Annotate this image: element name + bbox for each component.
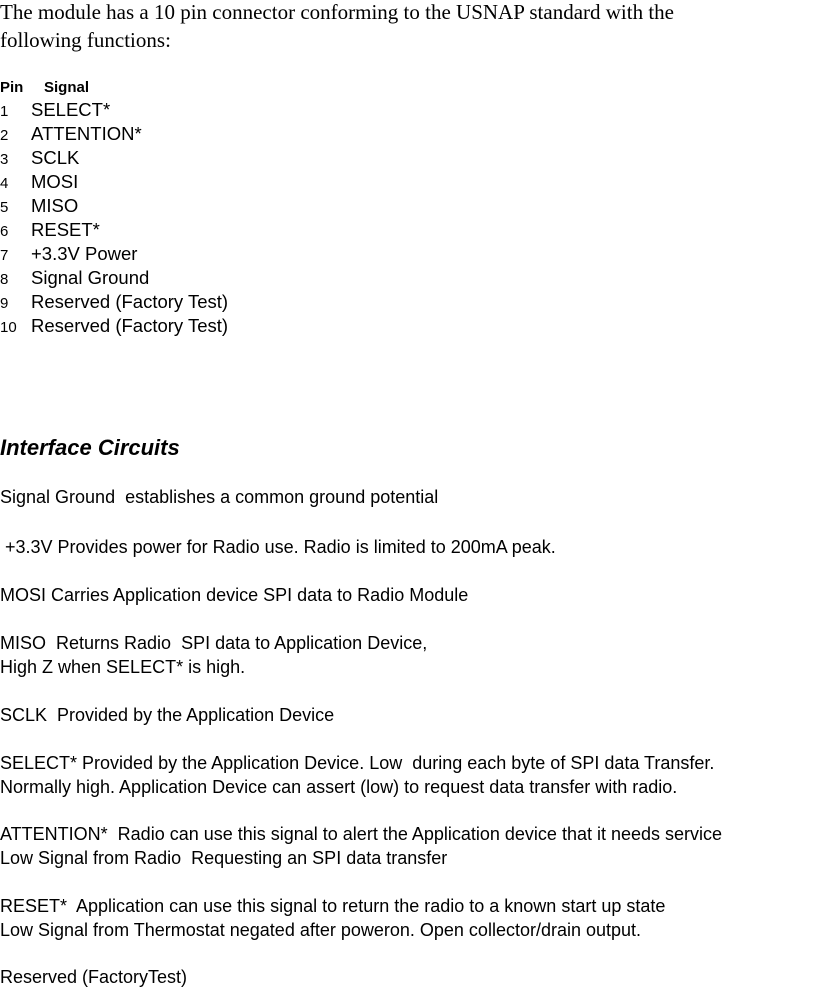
select-description <box>0 751 714 799</box>
pin-signal: MOSI <box>31 171 79 192</box>
attention-line-1: ATTENTION* Radio can use this signal to alert the Application device that it needs service <box>0 824 723 844</box>
pin-row-6 <box>0 218 228 242</box>
select-line-2: Normally high. Application Device can assert (low) to request data transfer with radio. <box>0 777 678 797</box>
pin-number: 10 <box>0 319 17 336</box>
pin-row-8 <box>0 266 228 290</box>
pin-signal: ATTENTION* <box>31 123 142 144</box>
pin-number: 7 <box>0 247 9 264</box>
pin-number: 5 <box>0 199 9 216</box>
pin-signal: SELECT* <box>31 99 111 120</box>
pin-signal: Signal Ground <box>31 267 150 288</box>
header-pin: Pin <box>0 79 24 96</box>
pin-number: 6 <box>0 223 9 240</box>
pin-number: 2 <box>0 127 9 144</box>
pin-row-5 <box>0 194 228 218</box>
sclk-description: SCLK Provided by the Application Device <box>0 705 335 725</box>
pin-row-9 <box>0 290 228 314</box>
pin-number: 8 <box>0 271 9 288</box>
pin-row-2 <box>0 122 228 146</box>
pin-table <box>0 78 228 338</box>
pin-number: 4 <box>0 175 9 192</box>
header-signal: Signal <box>44 79 90 96</box>
reset-line-2: Low Signal from Thermostat negated after poweron. Open collector/drain output. <box>0 920 642 940</box>
pin-signal: +3.3V Power <box>31 243 138 264</box>
select-line-1: SELECT* Provided by the Application Device. Low during each byte of SPI data Transfer. <box>0 753 715 773</box>
pin-number: 9 <box>0 295 9 312</box>
miso-description <box>0 631 427 679</box>
attention-description <box>0 822 722 870</box>
pin-row-4 <box>0 170 228 194</box>
intro-paragraph <box>0 0 837 54</box>
miso-line-2: High Z when SELECT* is high. <box>0 657 246 677</box>
attention-line-2: Low Signal from Radio Requesting an SPI data transfer <box>0 848 448 868</box>
pin-signal: Reserved (Factory Test) <box>31 315 229 336</box>
pin-row-1 <box>0 98 228 122</box>
pin-row-3 <box>0 146 228 170</box>
pin-signal: RESET* <box>31 219 100 240</box>
pin-signal: Reserved (Factory Test) <box>31 291 229 312</box>
pin-table-header <box>0 78 228 98</box>
pin-row-7 <box>0 242 228 266</box>
pin-number: 1 <box>0 103 9 120</box>
reserved-description: Reserved (FactoryTest) <box>0 967 188 987</box>
section-title-interface-circuits: Interface Circuits <box>0 435 180 460</box>
miso-line-1: MISO Returns Radio SPI data to Application Device, <box>0 633 428 653</box>
mosi-description: MOSI Carries Application device SPI data to Radio Module <box>0 585 469 605</box>
pin-row-10 <box>0 314 228 338</box>
pin-signal: SCLK <box>31 147 80 168</box>
reset-description <box>0 894 665 942</box>
reset-line-1: RESET* Application can use this signal to return the radio to a known start up state <box>0 896 666 916</box>
signal-ground-description: Signal Ground establishes a common ground potential <box>0 487 439 507</box>
intro-line-2: following functions: <box>0 28 171 52</box>
intro-line-1: The module has a 10 pin connector conforming to the USNAP standard with the <box>0 0 674 24</box>
pin-signal: MISO <box>31 195 79 216</box>
power-description: +3.3V Provides power for Radio use. Radio is limited to 200mA peak. <box>0 537 556 557</box>
pin-number: 3 <box>0 151 9 168</box>
